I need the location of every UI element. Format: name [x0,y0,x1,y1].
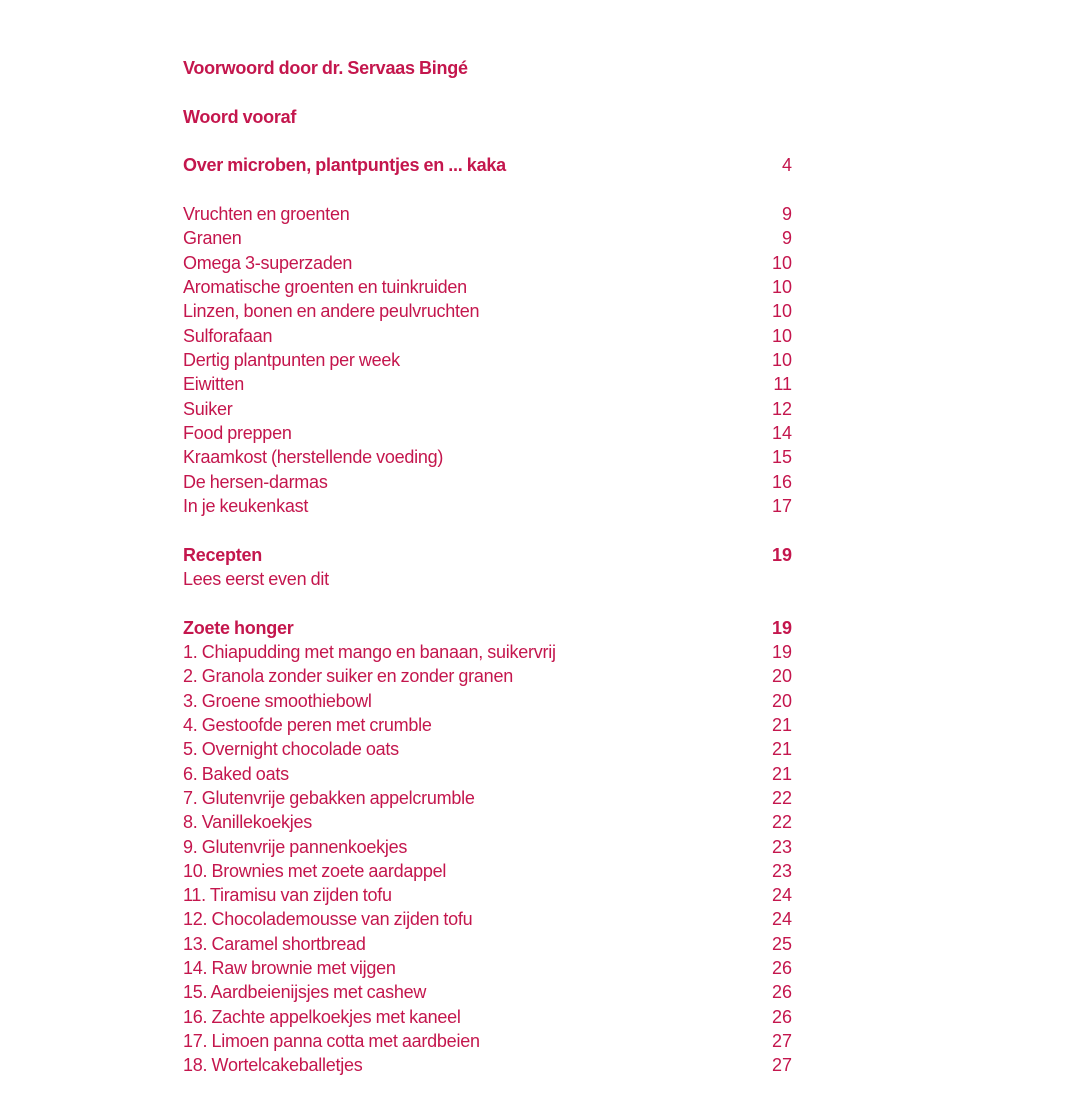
toc-entry [183,153,792,177]
toc-entry-label: 9. Glutenvrije pannenkoekjes [183,836,408,857]
toc-entry [183,56,792,80]
toc-entry [183,713,792,737]
toc-group [183,105,792,129]
toc-entry-page: 24 [771,909,792,930]
toc-entry-page: 26 [771,982,792,1003]
toc-entry-label: Food preppen [183,422,292,443]
toc-entry [183,372,792,396]
toc-entry-label: 4. Gestoofde peren met crumble [183,714,432,735]
toc-entry [183,202,792,226]
toc-entry [183,689,792,713]
toc-entry [183,226,792,250]
toc-group [183,56,792,80]
toc-entry-page: 20 [771,666,792,687]
toc-entry [183,275,792,299]
toc-entry-page: 26 [771,1006,792,1027]
toc-entry-label: Voorwoord door dr. Servaas Bingé [183,58,468,78]
toc-entry-label: In je keukenkast [183,495,309,516]
toc-entry-page: 10 [771,325,792,346]
toc-entry-label: Zoete honger [183,617,294,638]
toc-entry-page: 26 [771,958,792,979]
toc-entry-page: 21 [771,763,792,784]
toc-entry-page: 17 [771,495,792,516]
toc-entry [183,348,792,372]
toc-entry-label: Suiker [183,398,233,419]
toc-entry-page: 10 [771,301,792,322]
toc-entry-page: 10 [771,252,792,273]
toc-entry-label: Eiwitten [183,374,245,395]
toc-group [183,543,792,592]
toc-entry-label: Woord vooraf [183,106,297,127]
toc-entry-label: 14. Raw brownie met vijgen [183,958,396,979]
toc-entry-label: 6. Baked oats [183,763,289,784]
toc-entry-page: 21 [771,714,792,735]
toc-entry [183,567,792,591]
toc-entry [183,883,792,907]
toc-entry-label: Linzen, bonen en andere peulvruchten [183,301,480,322]
toc-entry [183,421,792,445]
toc-entry-page: 23 [771,860,792,881]
toc-entry-label: Vruchten en groenten [183,203,350,224]
toc-entry [183,616,792,640]
toc-entry-page: 27 [771,1031,792,1052]
toc-entry-label: Over microben, plantpuntjes en ... kaka [183,155,506,176]
table-of-contents [183,56,792,1078]
toc-group [183,616,792,1078]
toc-entry [183,1005,792,1029]
toc-entry-label: Lees eerst even dit [183,568,329,589]
toc-entry-label: 1. Chiapudding met mango en banaan, suikervrij [183,641,556,662]
toc-entry-page: 16 [771,471,792,492]
toc-entry [183,445,792,469]
toc-entry [183,956,792,980]
toc-entry [183,251,792,275]
toc-entry-page: 24 [771,885,792,906]
toc-entry-label: 10. Brownies met zoete aardappel [183,860,447,881]
toc-entry-page: 14 [771,422,792,443]
toc-entry-label: 12. Chocolademousse van zijden tofu [183,909,473,930]
toc-entry [183,324,792,348]
toc-entry [183,543,792,567]
toc-entry-page: 10 [771,349,792,370]
toc-entry [183,786,792,810]
toc-entry-label: Aromatische groenten en tuinkruiden [183,276,467,297]
toc-entry [183,762,792,786]
toc-entry-page: 4 [781,155,792,176]
toc-entry-page: 20 [771,690,792,711]
toc-entry-label: 11. Tiramisu van zijden tofu [183,885,392,906]
toc-entry [183,1029,792,1053]
toc-entry-label: Kraamkost (herstellende voeding) [183,447,444,468]
toc-entry [183,1053,792,1077]
toc-entry-label: 13. Caramel shortbread [183,933,366,954]
toc-entry [183,932,792,956]
toc-entry-label: 17. Limoen panna cotta met aardbeien [183,1031,480,1052]
toc-entry-page: 19 [771,641,792,662]
toc-entry-page: 22 [771,812,792,833]
toc-entry-label: 2. Granola zonder suiker en zonder granen [183,666,513,687]
toc-entry-page: 27 [771,1055,792,1076]
toc-entry-label: Granen [183,228,242,249]
toc-entry-label: Recepten [183,544,263,565]
toc-entry-page: 23 [771,836,792,857]
toc-entry-label: 16. Zachte appelkoekjes met kaneel [183,1006,461,1027]
toc-entry-page: 10 [771,276,792,297]
toc-entry [183,859,792,883]
toc-entry-page: 19 [771,544,792,565]
toc-entry-label: 18. Wortelcakeballetjes [183,1055,363,1076]
toc-entry [183,494,792,518]
toc-entry-page: 25 [771,933,792,954]
toc-entry-page: 11 [773,374,792,395]
toc-entry-page: 9 [781,228,792,249]
toc-entry-label: 3. Groene smoothiebowl [183,690,372,711]
toc-entry-page: 22 [771,787,792,808]
toc-entry-label: Sulforafaan [183,325,273,346]
toc-entry-page: 15 [771,447,792,468]
toc-entry-label: 7. Glutenvrije gebakken appelcrumble [183,787,475,808]
toc-entry [183,907,792,931]
toc-entry [183,397,792,421]
toc-entry-page: 9 [781,203,792,224]
toc-entry-page: 12 [771,398,792,419]
toc-group [183,202,792,518]
toc-group [183,153,792,177]
toc-entry [183,470,792,494]
toc-entry [183,664,792,688]
toc-entry-page: 19 [771,617,792,638]
toc-entry-page: 21 [771,739,792,760]
toc-entry [183,105,792,129]
toc-entry-label: 8. Vanillekoekjes [183,812,312,833]
toc-entry-label: De hersen-darmas [183,471,328,492]
toc-entry-label: Dertig plantpunten per week [183,349,400,370]
toc-entry [183,299,792,323]
toc-entry [183,980,792,1004]
toc-entry [183,835,792,859]
toc-entry [183,810,792,834]
toc-entry-label: 5. Overnight chocolade oats [183,739,399,760]
toc-entry-label: Omega 3-superzaden [183,252,353,273]
toc-entry-label: 15. Aardbeienijsjes met cashew [183,982,427,1003]
toc-entry [183,640,792,664]
toc-entry [183,737,792,761]
